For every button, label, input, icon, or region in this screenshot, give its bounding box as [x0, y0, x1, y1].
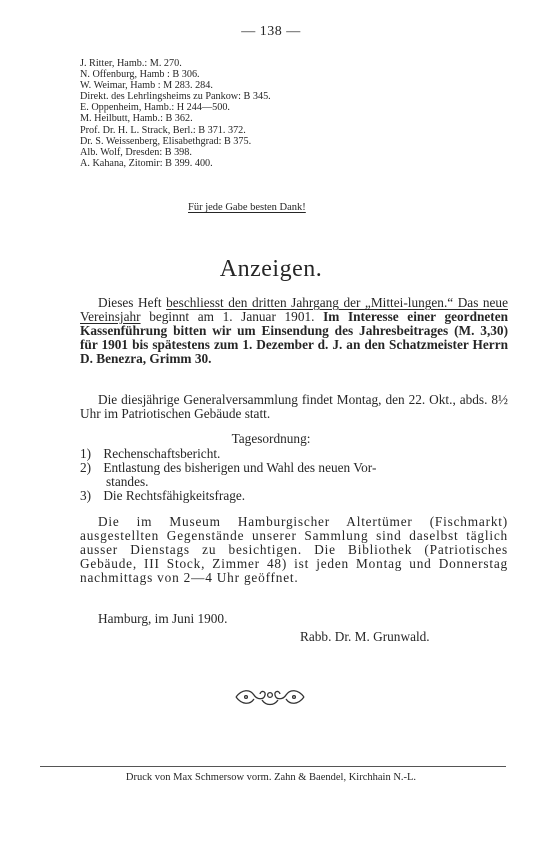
- donor-entry: E. Oppenheim, Hamb.: H 244—500.: [80, 102, 230, 114]
- agenda-number: 2): [80, 460, 92, 475]
- agenda-item: [80, 461, 508, 475]
- donor-entry: W. Weimar, Hamb : M 283. 284.: [80, 80, 213, 92]
- agenda-number: 1): [80, 446, 92, 461]
- agenda-text: Rechenschaftsbericht.: [103, 446, 221, 461]
- agenda-text-continuation: standes.: [106, 474, 149, 489]
- donor-entry: Direkt. des Lehrlingsheims zu Pankow: B 345.: [80, 91, 271, 103]
- membership-fee-notice: Im Interesse einer geordneten Kassenführung bitten wir um Einsendung des Jahresbeitrages (M. 3,30) für 1901 bis spätestens zum 1. Dezember d. J. an den Schatzmeister Herrn D. Benezra, Grimm 30.: [80, 309, 508, 366]
- printer-imprint: Druck von Max Schmersow vorm. Zahn & Baendel, Kirchhain N.-L.: [125, 772, 417, 783]
- agenda-item: [80, 447, 508, 461]
- announcement-date-text: beginnt am 1. Januar 1901.: [140, 309, 315, 324]
- announcement-underlined-text: beschliesst den dritten Jahrgang der „Mittei-lungen.“ Das neue Vereinsjahr: [80, 295, 508, 324]
- donor-entry: A. Kahana, Zitomir: B 399. 400.: [80, 157, 213, 169]
- page-number: — 138 —: [241, 24, 301, 39]
- donor-list: [80, 58, 400, 169]
- agenda-text: Die Rechtsfähigkeitsfrage.: [103, 488, 246, 503]
- donor-entry: Prof. Dr. H. L. Strack, Berl.: B 371. 372.: [80, 124, 246, 136]
- donor-entry: J. Ritter, Hamb.: M. 270.: [80, 58, 182, 69]
- donor-entry: N. Offenburg, Hamb : B 306.: [80, 69, 200, 81]
- donor-entry: Dr. S. Weissenberg, Elisabethgrad: B 375.: [80, 135, 252, 147]
- announcement-paragraph: [80, 296, 508, 366]
- thanks-note: Für jede Gabe besten Dank!: [188, 202, 306, 213]
- agenda-title: Tagesordnung:: [231, 431, 311, 446]
- section-heading: Anzeigen.: [219, 256, 323, 282]
- meeting-paragraph: Die diesjährige Generalversammlung findet Montag, den 22. Okt., abds. 8½ Uhr im Patriotischen Gebäude statt.: [80, 392, 508, 421]
- scroll-ornament-icon: [232, 686, 308, 713]
- signature: Rabb. Dr. M. Grunwald.: [300, 629, 430, 644]
- announcement-text: Dieses Heft: [98, 295, 167, 310]
- place-date: Hamburg, im Juni 1900.: [98, 611, 228, 626]
- agenda-number: 3): [80, 488, 92, 503]
- agenda-list: [80, 447, 508, 503]
- agenda-item: [80, 489, 508, 503]
- agenda-text: Entlastung des bisherigen und Wahl des neuen Vor-: [103, 460, 377, 475]
- museum-paragraph: Die im Museum Hamburgischer Altertümer (Fischmarkt) ausgestellten Gegenstände unserer Sammlung sind daselbst täglich ausser Dienstags zu besichtigen. Die Bibliothek (Patriotisches Gebäude, III Stock, Zimmer 48) ist jeden Montag und Donnerstag nachmittags von 2—4 Uhr geöffnet.: [80, 514, 508, 585]
- donor-entry: Alb. Wolf, Dresden: B 398.: [80, 146, 192, 158]
- donor-entry: M. Heilbutt, Hamb.: B 362.: [80, 113, 193, 125]
- footer-divider: [40, 766, 506, 767]
